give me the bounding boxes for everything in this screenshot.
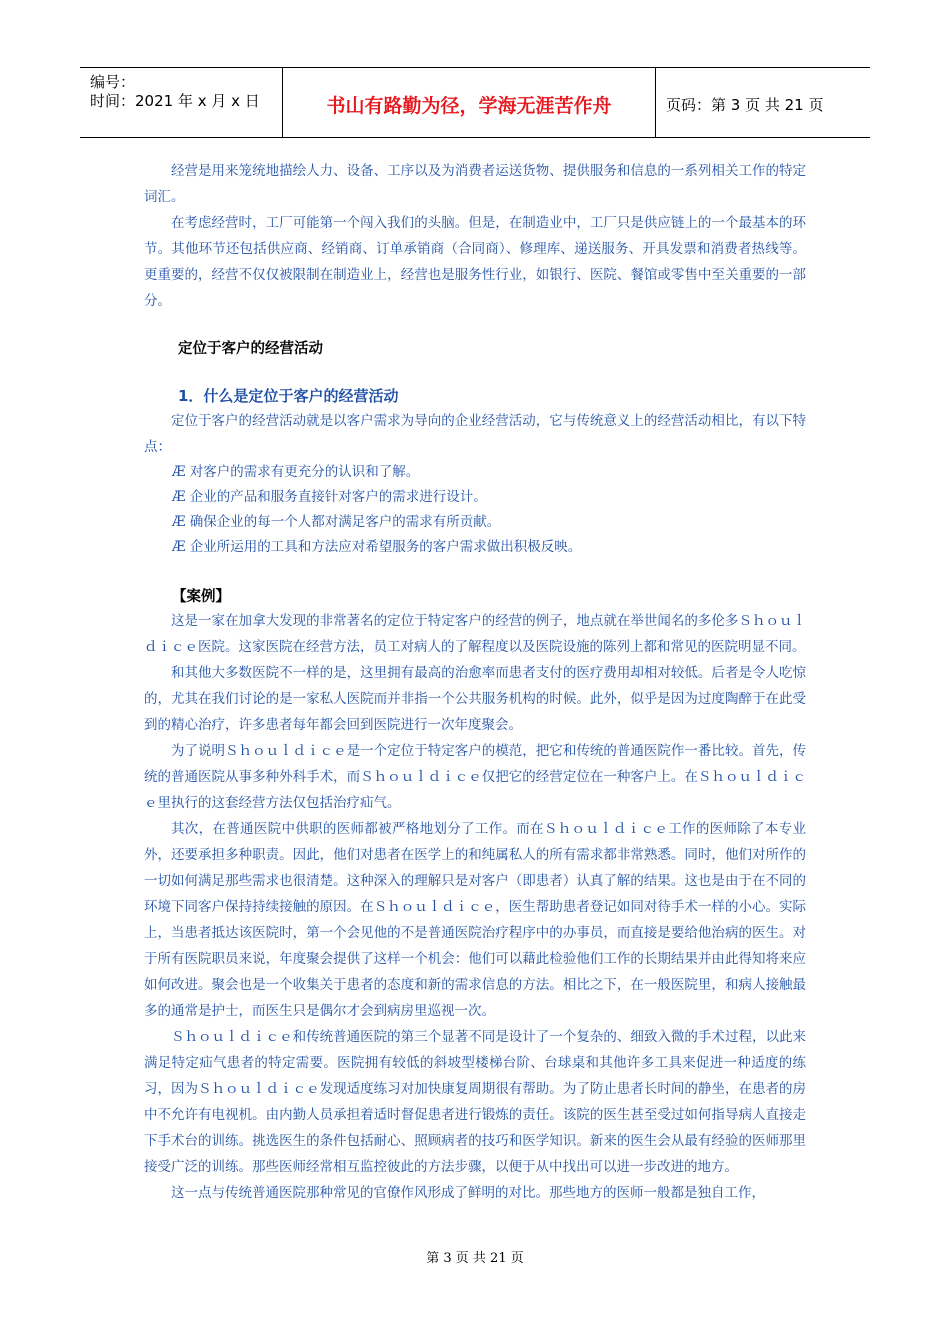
document-number-label: 编号：	[90, 73, 136, 91]
subsection-heading: 1．什么是定位于客户的经营活动	[178, 387, 399, 405]
case-paragraph: 和其他大多数医院不一样的是，这里拥有最高的治愈率而患者支付的医疗费用却相对较低。后者是令人吃惊的，尤其在我们讨论的是一家私人医院而并非指一个公共服务机构的时候。此外，似乎是因为过度陶醉于在此受到的精心治疗，许多患者每年都会回到医院进行一次年度聚会。	[144, 665, 806, 733]
header-meta-cell	[80, 68, 283, 137]
case-heading: 【案例】	[172, 589, 230, 605]
feature-bullet: Æ 企业的产品和服务直接针对客户的需求进行设计。	[172, 489, 487, 505]
intro-paragraph-2: 在考虑经营时，工厂可能第一个闯入我们的头脑。但是，在制造业中，工厂只是供应链上的一个最基本的环节。其他环节还包括供应商、经销商、订单承销商（合同商）、修理库、递送服务、开具发票和消费者热线等。更重要的，经营不仅仅被限制在制造业上，经营也是服务性行业，如银行、医院、餐馆或零售中至关重要的一部分。	[144, 215, 806, 309]
feature-bullet: Æ 企业所运用的工具和方法应对希望服务的客户需求做出积极反映。	[172, 539, 582, 555]
intro-section	[144, 158, 806, 314]
header-motto: 书山有路勤为径，学海无涯苦作舟	[283, 68, 656, 137]
case-paragraph: 为了说明Ｓｈｏｕｌｄｉｃｅ是一个定位于特定客户的模范，把它和传统的普通医院作一番比较。首先，传统的普通医院从事多种外科手术，而Ｓｈｏｕｌｄｉｃｅ仅把它的经营定位在一种客户上。在Ｓｈｏｕｌｄｉｃｅ里执行的这套经营方法仅包括治疗疝气。	[144, 743, 806, 811]
section-heading: 定位于客户的经营活动	[178, 341, 323, 357]
case-paragraph: 这是一家在加拿大发现的非常著名的定位于特定客户的经营的例子，地点就在举世闻名的多伦多Ｓｈｏｕｌｄｉｃｅ医院。这家医院在经营方法，员工对病人的了解程度以及医院设施的陈列上都和常见的医院明显不同。	[144, 613, 806, 655]
feature-bullet: Æ 对客户的需求有更充分的认识和了解。	[172, 464, 420, 480]
section-body	[144, 408, 806, 560]
case-paragraph: 这一点与传统普通医院那种常见的官僚作风形成了鲜明的对比。那些地方的医师一般都是独自工作，	[171, 1185, 765, 1201]
page-footer: 第 3 页 共 21 页	[426, 1251, 524, 1266]
page-header	[80, 67, 870, 138]
intro-paragraph-1: 经营是用来笼统地描绘人力、设备、工序以及为消费者运送货物、提供服务和信息的一系列相关工作的特定词汇。	[144, 163, 806, 205]
case-paragraph: 其次，在普通医院中供职的医师都被严格地划分了工作。而在Ｓｈｏｕｌｄｉｃｅ工作的医师除了本专业外，还要承担多种职责。因此，他们对患者在医学上的和纯属私人的所有需求都非常熟悉。同时，他们对所作的一切如何满足那些需求也很清楚。这种深入的理解只是对客户（即患者）认真了解的结果。这也是由于在不同的环境下同客户保持持续接触的原因。在Ｓｈｏｕｌｄｉｃｅ，医生帮助患者登记如同对待手术一样的小心。实际上，当患者抵达该医院时，第一个会见他的不是普通医院治疗程序中的办事员，而直接是要给他治病的医生。对于所有医院职员来说，年度聚会提供了这样一个机会：他们可以藉此检验他们工作的长期结果并由此得知将来应如何改进。聚会也是一个收集关于患者的态度和新的需求信息的方法。相比之下，在一般医院里，和病人接触最多的通常是护士，而医生只是偶尔才会到病房里巡视一次。	[144, 821, 806, 1019]
section-paragraph: 定位于客户的经营活动就是以客户需求为导向的企业经营活动，它与传统意义上的经营活动相比，有以下特点：	[144, 413, 806, 455]
feature-bullet: Æ 确保企业的每一个人都对满足客户的需求有所贡献。	[172, 514, 501, 530]
header-page-label: 页码：第 3 页 共 21 页	[666, 96, 824, 114]
case-body	[144, 608, 806, 1206]
case-paragraph: Ｓｈｏｕｌｄｉｃｅ和传统普通医院的第三个显著不同是设计了一个复杂的、细致入微的手术过程，以此来满足特定疝气患者的特定需要。医院拥有较低的斜坡型楼梯台阶、台球桌和其他许多工具来促进一种适度的练习，因为Ｓｈｏｕｌｄｉｃｅ发现适度练习对加快康复周期很有帮助。为了防止患者长时间的静坐，在患者的房中不允许有电视机。由内勤人员承担着适时督促患者进行锻炼的责任。该院的医生甚至受过如何指导病人直接走下手术台的训练。挑选医生的条件包括耐心、照顾病者的技巧和医学知识。新来的医生会从最有经验的医师那里接受广泛的训练。那些医师经常相互监控彼此的方法步骤，以便于从中找出可以进一步改进的地方。	[144, 1029, 806, 1175]
document-time-label: 时间：2021 年 x 月 x 日	[90, 92, 260, 110]
